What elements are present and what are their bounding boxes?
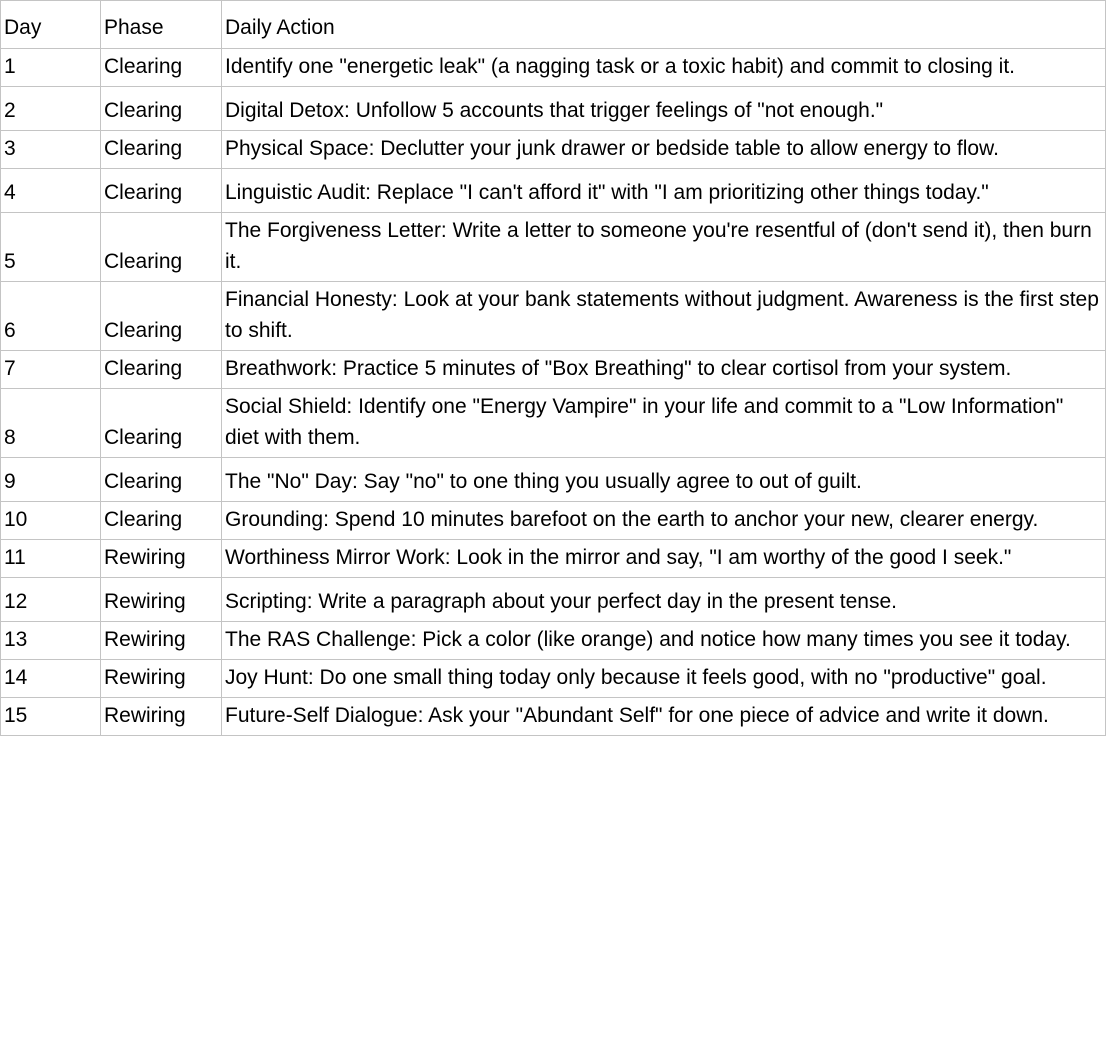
action-cell[interactable]: The RAS Challenge: Pick a color (like orange) and notice how many times you see it today. <box>222 622 1106 660</box>
day-cell[interactable]: 4 <box>1 169 101 213</box>
day-cell[interactable]: 3 <box>1 131 101 169</box>
table-row <box>1 540 1106 578</box>
header-daily-action[interactable]: Daily Action <box>222 1 1106 49</box>
day-cell[interactable]: 7 <box>1 351 101 389</box>
action-cell[interactable]: Grounding: Spend 10 minutes barefoot on the earth to anchor your new, clearer energy. <box>222 502 1106 540</box>
action-cell[interactable]: Identify one "energetic leak" (a nagging task or a toxic habit) and commit to closing it. <box>222 49 1106 87</box>
day-cell[interactable]: 2 <box>1 87 101 131</box>
header-row <box>1 1 1106 49</box>
phase-cell[interactable]: Rewiring <box>101 698 222 736</box>
phase-cell[interactable]: Clearing <box>101 169 222 213</box>
action-cell[interactable]: Digital Detox: Unfollow 5 accounts that trigger feelings of "not enough." <box>222 87 1106 131</box>
phase-cell[interactable]: Clearing <box>101 282 222 351</box>
phase-cell[interactable]: Rewiring <box>101 578 222 622</box>
action-cell[interactable]: Joy Hunt: Do one small thing today only because it feels good, with no "productive" goal. <box>222 660 1106 698</box>
phase-cell[interactable]: Clearing <box>101 131 222 169</box>
phase-cell[interactable]: Rewiring <box>101 660 222 698</box>
table-row <box>1 578 1106 622</box>
day-cell[interactable]: 15 <box>1 698 101 736</box>
action-cell[interactable]: Breathwork: Practice 5 minutes of "Box Breathing" to clear cortisol from your system. <box>222 351 1106 389</box>
header-phase[interactable]: Phase <box>101 1 222 49</box>
table-row <box>1 87 1106 131</box>
table-row <box>1 282 1106 351</box>
day-cell[interactable]: 10 <box>1 502 101 540</box>
table-row <box>1 169 1106 213</box>
day-cell[interactable]: 14 <box>1 660 101 698</box>
table-row <box>1 458 1106 502</box>
table-row <box>1 389 1106 458</box>
day-cell[interactable]: 13 <box>1 622 101 660</box>
day-cell[interactable]: 5 <box>1 213 101 282</box>
action-cell[interactable]: Physical Space: Declutter your junk drawer or bedside table to allow energy to flow. <box>222 131 1106 169</box>
table-row <box>1 49 1106 87</box>
action-cell[interactable]: The "No" Day: Say "no" to one thing you usually agree to out of guilt. <box>222 458 1106 502</box>
phase-cell[interactable]: Rewiring <box>101 622 222 660</box>
table-row <box>1 502 1106 540</box>
action-cell[interactable]: Financial Honesty: Look at your bank statements without judgment. Awareness is the first step to shift. <box>222 282 1106 351</box>
day-cell[interactable]: 1 <box>1 49 101 87</box>
table-row <box>1 622 1106 660</box>
day-cell[interactable]: 6 <box>1 282 101 351</box>
phase-cell[interactable]: Clearing <box>101 389 222 458</box>
table-row <box>1 698 1106 736</box>
phase-cell[interactable]: Clearing <box>101 213 222 282</box>
table-row <box>1 131 1106 169</box>
action-cell[interactable]: The Forgiveness Letter: Write a letter to someone you're resentful of (don't send it), then burn it. <box>222 213 1106 282</box>
action-cell[interactable]: Scripting: Write a paragraph about your perfect day in the present tense. <box>222 578 1106 622</box>
phase-cell[interactable]: Clearing <box>101 49 222 87</box>
phase-cell[interactable]: Clearing <box>101 458 222 502</box>
day-cell[interactable]: 12 <box>1 578 101 622</box>
header-day[interactable]: Day <box>1 1 101 49</box>
phase-cell[interactable]: Clearing <box>101 502 222 540</box>
table-row <box>1 660 1106 698</box>
action-cell[interactable]: Linguistic Audit: Replace "I can't afford it" with "I am prioritizing other things today." <box>222 169 1106 213</box>
day-cell[interactable]: 9 <box>1 458 101 502</box>
phase-cell[interactable]: Clearing <box>101 351 222 389</box>
action-cell[interactable]: Future-Self Dialogue: Ask your "Abundant Self" for one piece of advice and write it down. <box>222 698 1106 736</box>
day-cell[interactable]: 11 <box>1 540 101 578</box>
phase-cell[interactable]: Rewiring <box>101 540 222 578</box>
action-cell[interactable]: Social Shield: Identify one "Energy Vampire" in your life and commit to a "Low Information" diet with them. <box>222 389 1106 458</box>
phase-cell[interactable]: Clearing <box>101 87 222 131</box>
table-row <box>1 213 1106 282</box>
day-cell[interactable]: 8 <box>1 389 101 458</box>
action-cell[interactable]: Worthiness Mirror Work: Look in the mirror and say, "I am worthy of the good I seek." <box>222 540 1106 578</box>
table-row <box>1 351 1106 389</box>
